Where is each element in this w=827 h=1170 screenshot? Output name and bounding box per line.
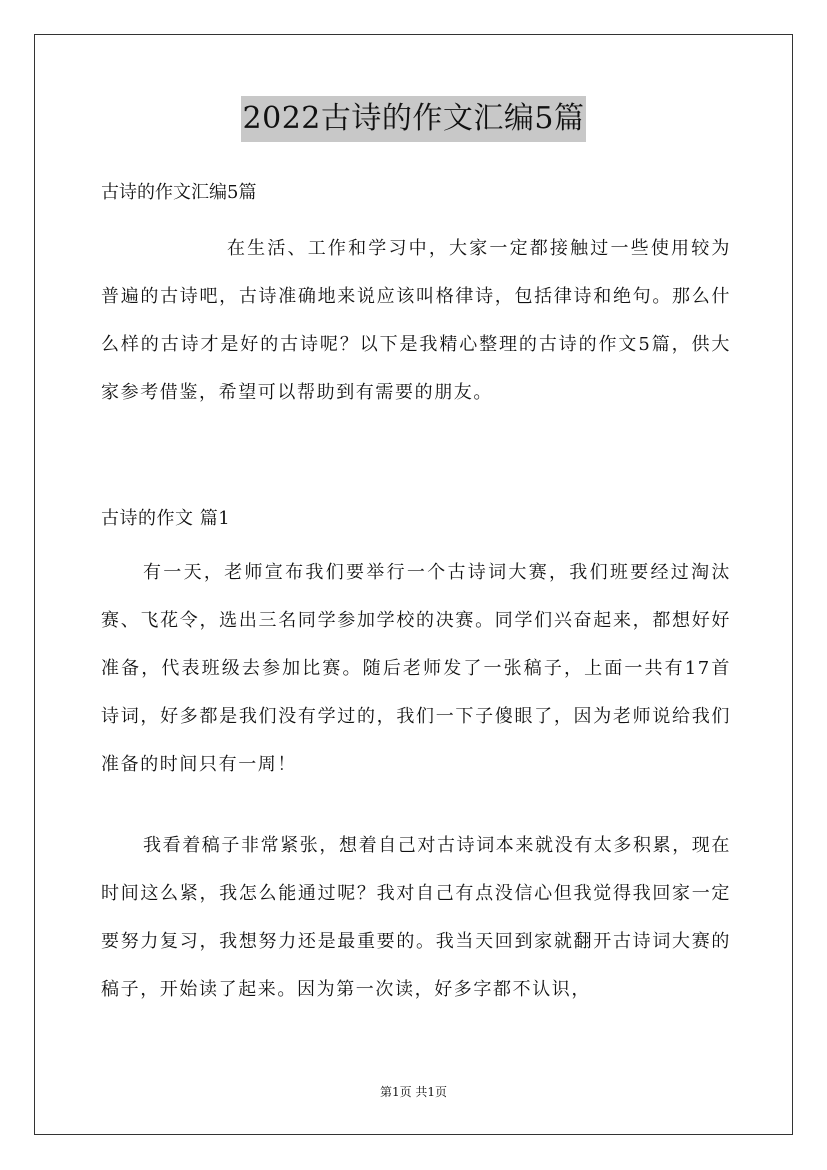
document-title: 2022古诗的作文汇编5篇 — [241, 96, 587, 142]
page-footer: 第1页 共1页 — [379, 1085, 448, 1099]
title-container — [0, 96, 827, 142]
body-paragraph-1: 有一天，老师宣布我们要举行一个古诗词大赛，我们班要经过淘汰赛、飞花令，选出三名同学参加学校的决赛。同学们兴奋起来，都想好好准备，代表班级去参加比赛。随后老师发了一张稿子，上面一共有17首诗词，好多都是我们没有学过的，我们一下子傻眼了，因为老师说给我们准备的时间只有一周！ — [101, 562, 731, 775]
document-subtitle: 古诗的作文汇编5篇 — [101, 182, 257, 203]
body-paragraph-2: 我看着稿子非常紧张，想着自己对古诗词本来就没有太多积累，现在时间这么紧，我怎么能通过呢？我对自己有点没信心但我觉得我回家一定要努力复习，我想努力还是最重要的。我当天回到家就翻开古诗词大赛的稿子，开始读了起来。因为第一次读，好多字都不认识， — [101, 835, 731, 1000]
section-heading: 古诗的作文 篇1 — [101, 508, 231, 529]
intro-paragraph: 在生活、工作和学习中，大家一定都接触过一些使用较为普遍的古诗吧，古诗准确地来说应该叫格律诗，包括律诗和绝句。那么什么样的古诗才是好的古诗呢？以下是我精心整理的古诗的作文5篇，供大家参考借鉴，希望可以帮助到有需要的朋友。 — [101, 238, 731, 403]
